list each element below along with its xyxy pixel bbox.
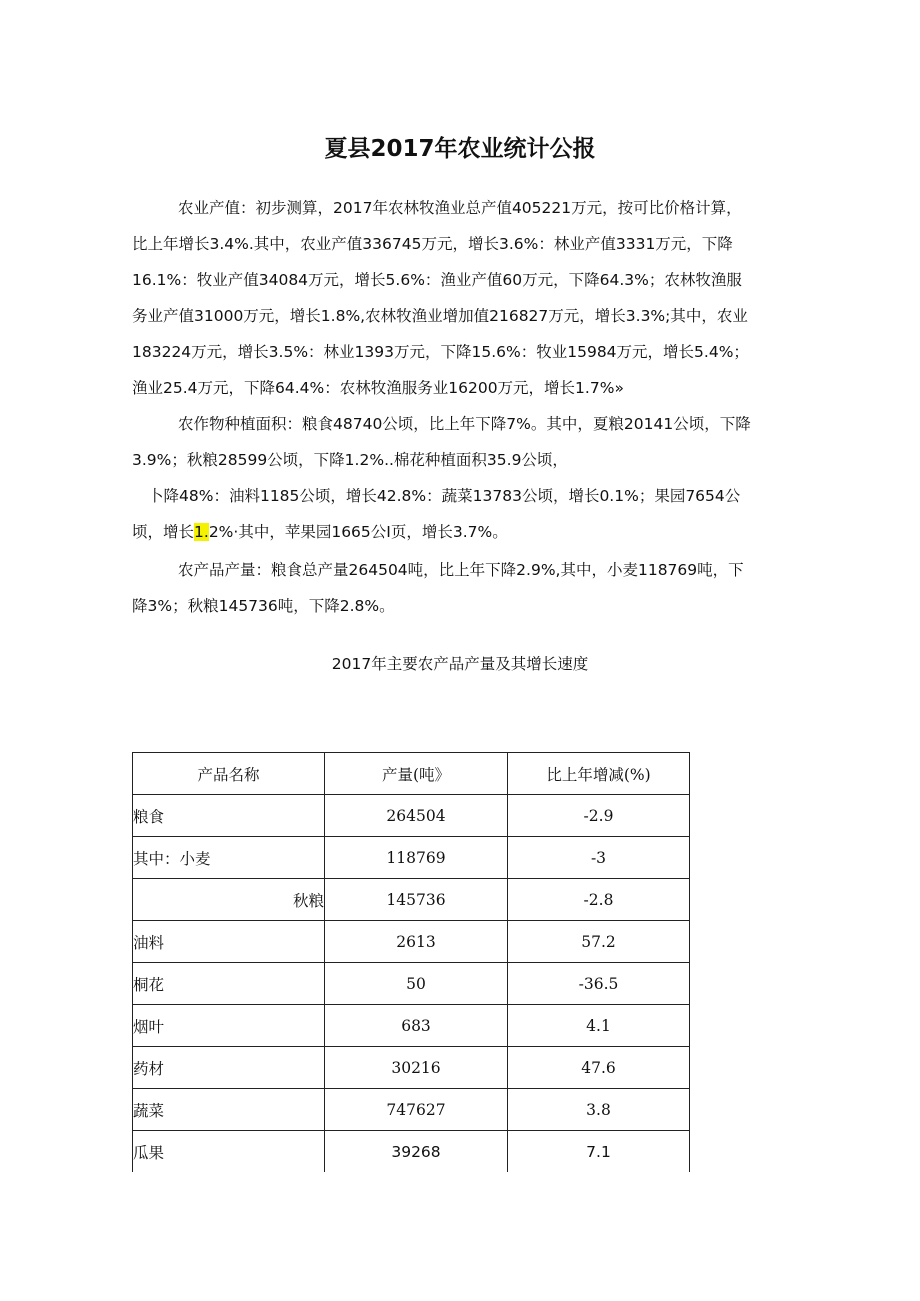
cell-output: 264504	[325, 795, 508, 837]
table-row	[133, 1047, 690, 1089]
cell-output: 39268	[325, 1131, 508, 1173]
table-row	[133, 963, 690, 1005]
cell-change: 57.2	[508, 921, 690, 963]
table-row	[133, 879, 690, 921]
cell-change: -3	[508, 837, 690, 879]
text-line: 农产品产量：粮食总产量264504吨，比上年下降2.9%,其中，小麦118769吨，下	[178, 561, 744, 579]
cell-change: -36.5	[508, 963, 690, 1005]
cell-name: 秋粮	[133, 879, 325, 921]
table-row	[133, 795, 690, 837]
text-segment: 2%·其中，苹果园1665公I页，增长3.7%。	[208, 523, 508, 541]
table-caption: 2017年主要农产品产量及其增长速度	[331, 655, 589, 673]
paragraph-product-output	[132, 552, 782, 624]
cell-change: 47.6	[508, 1047, 690, 1089]
text-line: 16.1%：牧业产值34084万元，增长5.6%：渔业产值60万元，下降64.3%；农林牧渔服	[132, 271, 742, 289]
text-line: 3.9%；秋粮28599公顷，下降1.2%..棉花种植面积35.9公顷，	[132, 451, 568, 469]
text-line: 农作物种植面积：粮食48740公顷，比上年下降7%。其中，夏粮20141公顷，下降	[178, 415, 751, 433]
cell-name: 油料	[133, 921, 325, 963]
header-output: 产量(吨》	[325, 753, 508, 795]
header-product-name: 产品名称	[133, 753, 325, 795]
text-line: 务业产值31000万元，增长1.8%,农林牧渔业增加值216827万元，增长3.3%;其中，农业	[132, 307, 748, 325]
paragraph-output-value	[132, 190, 782, 406]
cell-output: 683	[325, 1005, 508, 1047]
text-line: 降3%；秋粮145736吨，下降2.8%。	[132, 597, 395, 615]
text-line: 渔业25.4万元，下降64.4%：农林牧渔服务业16200万元，增长1.7%»	[132, 379, 624, 397]
cell-change: 4.1	[508, 1005, 690, 1047]
cell-name: 药材	[133, 1047, 325, 1089]
table-row	[133, 1005, 690, 1047]
text-line: 农业产值：初步测算，2017年农林牧渔业总产值405221万元，按可比价格计算，	[178, 199, 742, 217]
cell-change: -2.8	[508, 879, 690, 921]
cell-output: 145736	[325, 879, 508, 921]
cell-name: 桐花	[133, 963, 325, 1005]
text-line	[132, 514, 782, 550]
table-row	[133, 1089, 690, 1131]
cell-change: 3.8	[508, 1089, 690, 1131]
paragraph-planting-area	[132, 406, 782, 550]
text-segment: 顷，增长	[132, 523, 195, 541]
cell-output: 2613	[325, 921, 508, 963]
cell-name: 烟叶	[133, 1005, 325, 1047]
cell-name: 粮食	[133, 795, 325, 837]
table-row	[133, 837, 690, 879]
cell-name: 瓜果	[133, 1131, 325, 1173]
text-line: 比上年增长3.4%.其中，农业产值336745万元，增长3.6%：林业产值3331万元，下降	[132, 235, 733, 253]
cell-name: 蔬菜	[133, 1089, 325, 1131]
cell-change: 7.1	[508, 1131, 690, 1173]
cell-output: 50	[325, 963, 508, 1005]
document-title: 夏县2017年农业统计公报	[324, 136, 596, 162]
table-header-row	[133, 753, 690, 795]
cell-output: 30216	[325, 1047, 508, 1089]
cell-change: -2.9	[508, 795, 690, 837]
table-row	[133, 921, 690, 963]
table-row	[133, 1131, 690, 1173]
text-line: 183224万元，增长3.5%：林业1393万元，下降15.6%：牧业15984万元，增长5.4%；	[132, 343, 749, 361]
highlighted-text: 1.	[194, 523, 209, 541]
header-change: 比上年增减(%)	[508, 753, 690, 795]
cell-output: 747627	[325, 1089, 508, 1131]
cell-output: 118769	[325, 837, 508, 879]
text-line: 卜降48%：油料1185公顷，增长42.8%：蔬菜13783公顷，增长0.1%；果园7654公	[148, 487, 741, 505]
cell-name: 其中：小麦	[133, 837, 325, 879]
output-table	[132, 752, 690, 1172]
